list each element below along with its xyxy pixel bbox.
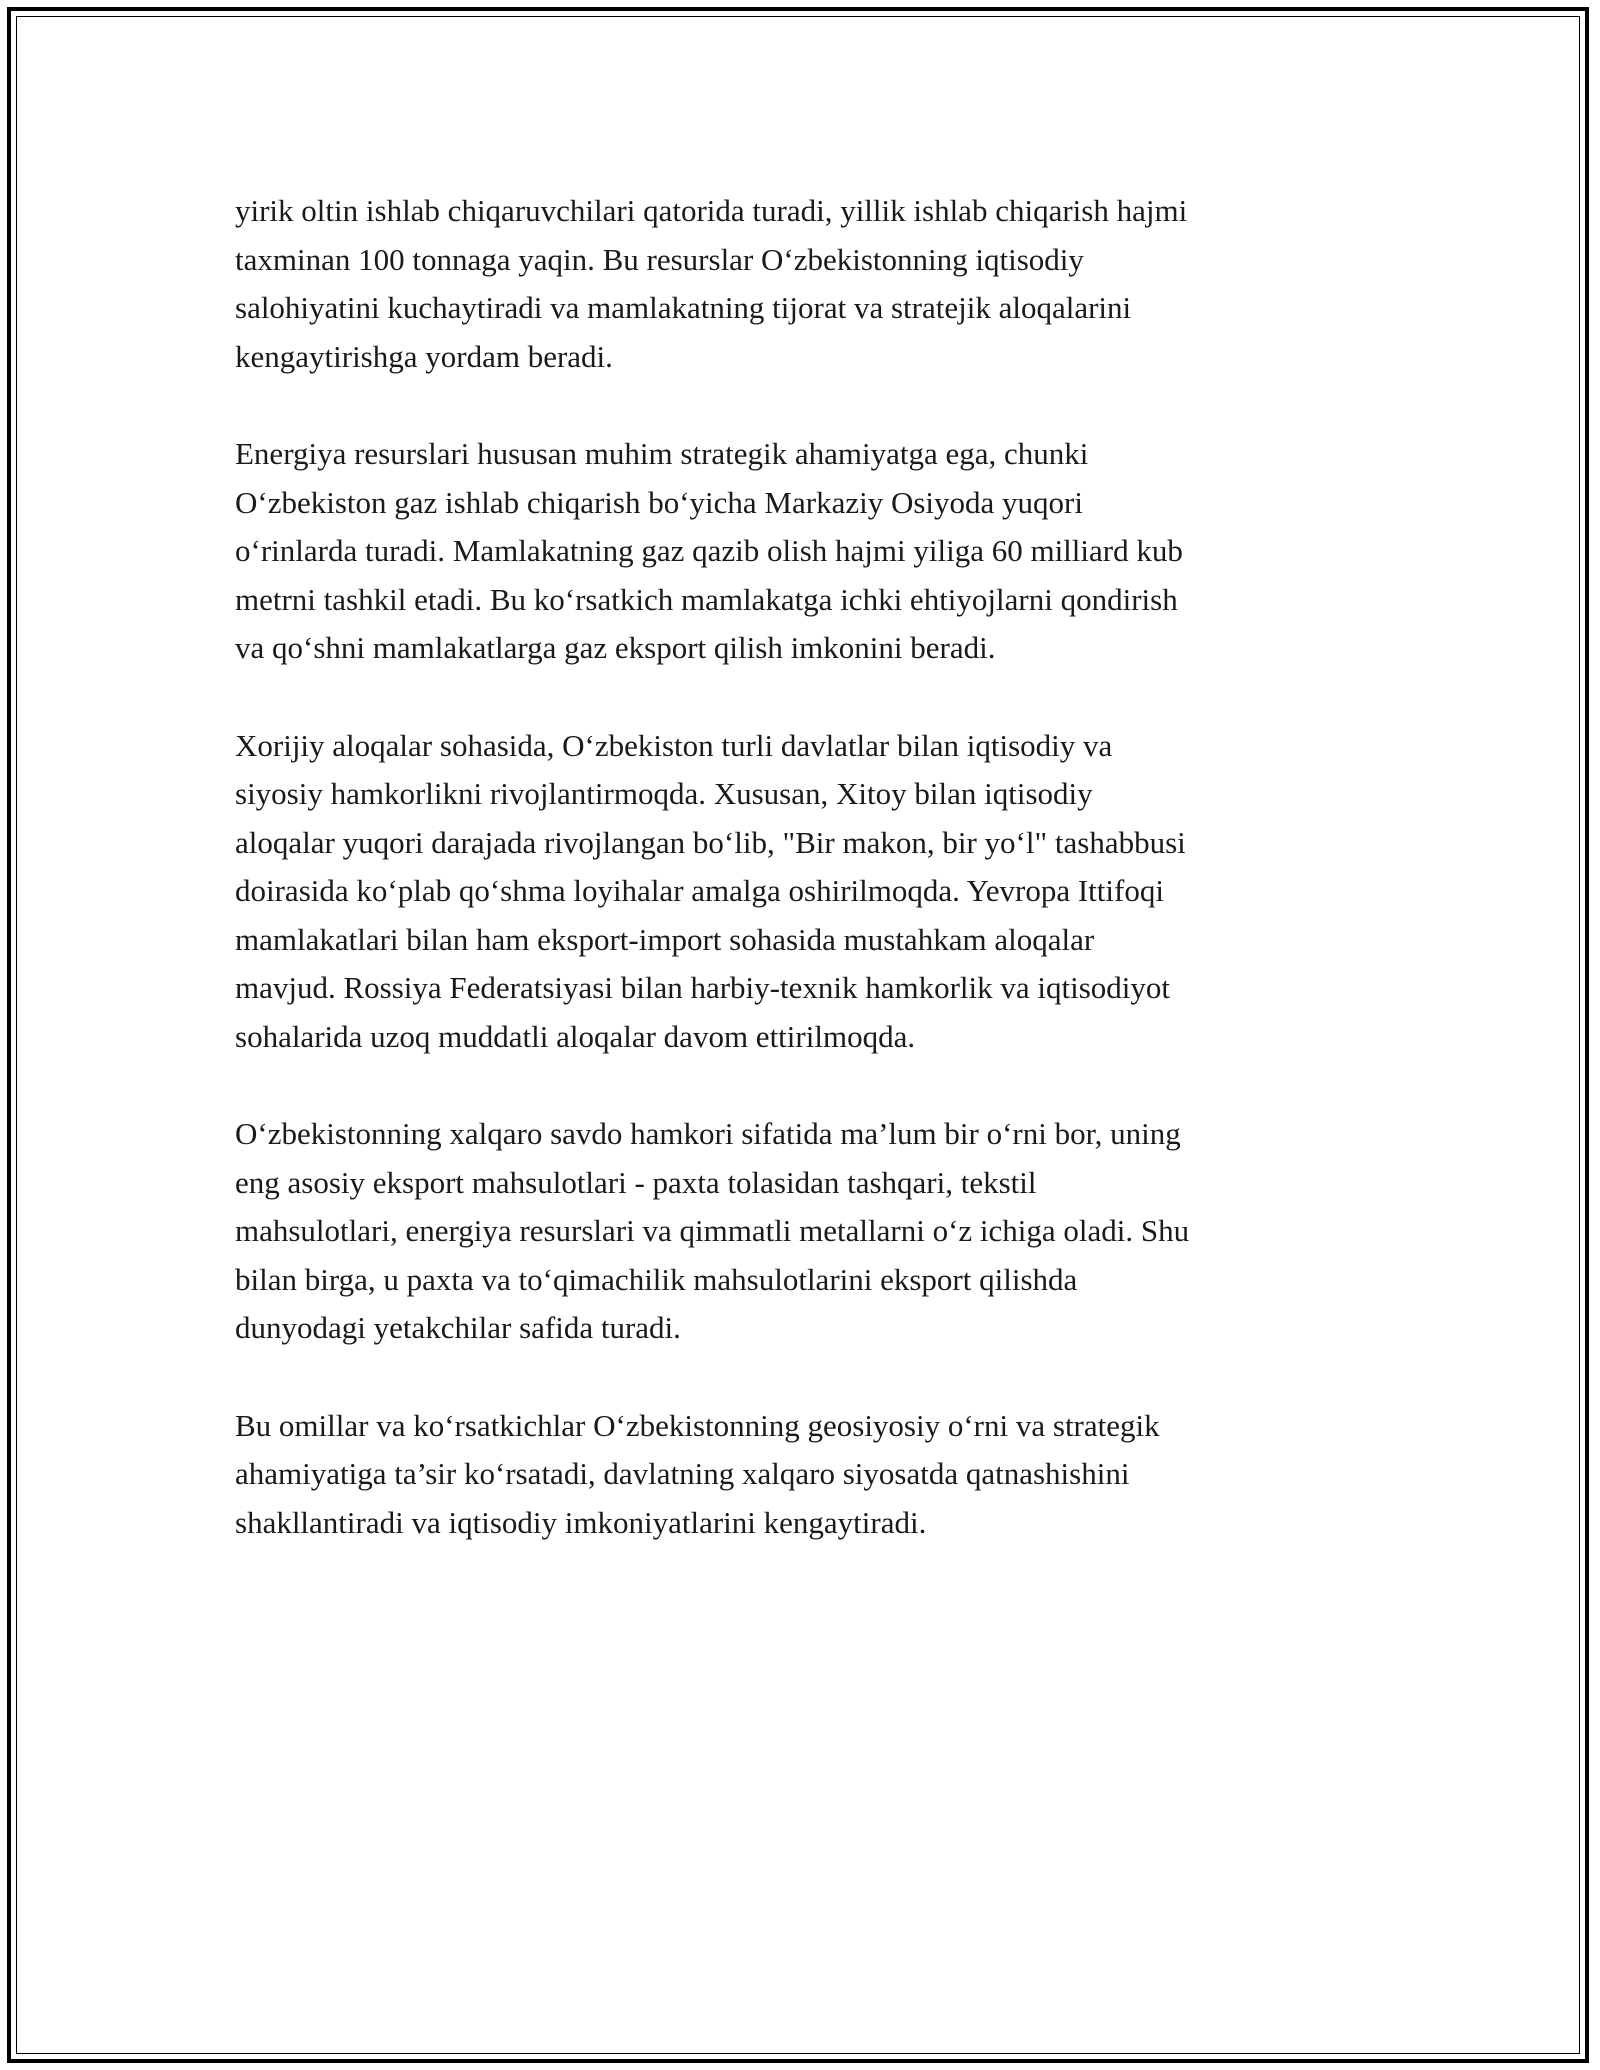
paragraph-5: Bu omillar va ko‘rsatkichlar O‘zbekistonning geosiyosiy o‘rni va strategik ahamiyatiga ta’sir ko‘rsatadi, davlatning xalqaro siyosatda qatnashishini shakllantiradi va iqtisodiy imkoniyatlarini kengaytiradi.	[235, 1407, 1160, 1540]
paragraph-1: yirik oltin ishlab chiqaruvchilari qatorida turadi, yillik ishlab chiqarish hajmi taxminan 100 tonnaga yaqin. Bu resurslar O‘zbekistonning iqtisodiy salohiyatini kuchaytiradi va mamlakatning tijorat va stratejik aloqalarini kengaytirishga yordam beradi.	[235, 193, 1188, 374]
paragraph-4: O‘zbekistonning xalqaro savdo hamkori sifatida ma’lum bir o‘rni bor, uning eng asosiy eksport mahsulotlari - paxta tolasidan tashqari, tekstil mahsulotlari, energiya resurslari va qimmatli metallarni o‘z ichiga oladi. Shu bilan birga, u paxta va to‘qimachilik mahsulotlarini eksport qilishda dunyodagi yetakchilar safida turadi.	[235, 1116, 1190, 1345]
paragraph-3: Xorijiy aloqalar sohasida, O‘zbekiston turli davlatlar bilan iqtisodiy va siyosiy hamkorlikni rivojlantirmoqda. Xususan, Xitoy bilan iqtisodiy aloqalar yuqori darajada rivojlangan bo‘lib, "Bir makon, bir yo‘l" tashabbusi doirasida ko‘plab qo‘shma loyihalar amalga oshirilmoqda. Yevropa Ittifoqi mamlakatlari bilan ham eksport-import sohasida mustahkam aloqalar mavjud. Rossiya Federatsiyasi bilan harbiy-texnik hamkorlik va iqtisodiyot sohalarida uzoq muddatli aloqalar davom ettirilmoqda.	[235, 727, 1186, 1054]
document-body	[235, 187, 1380, 1596]
paragraph-2: Energiya resurslari hususan muhim strategik ahamiyatga ega, chunki O‘zbekiston gaz ishlab chiqarish bo‘yicha Markaziy Osiyoda yuqori o‘rinlarda turadi. Mamlakatning gaz qazib olish hajmi yiliga 60 milliard kub metrni tashkil etadi. Bu ko‘rsatkich mamlakatga ichki ehtiyojlarni qondirish va qo‘shni mamlakatlarga gaz eksport qilish imkonini beradi.	[235, 436, 1183, 665]
